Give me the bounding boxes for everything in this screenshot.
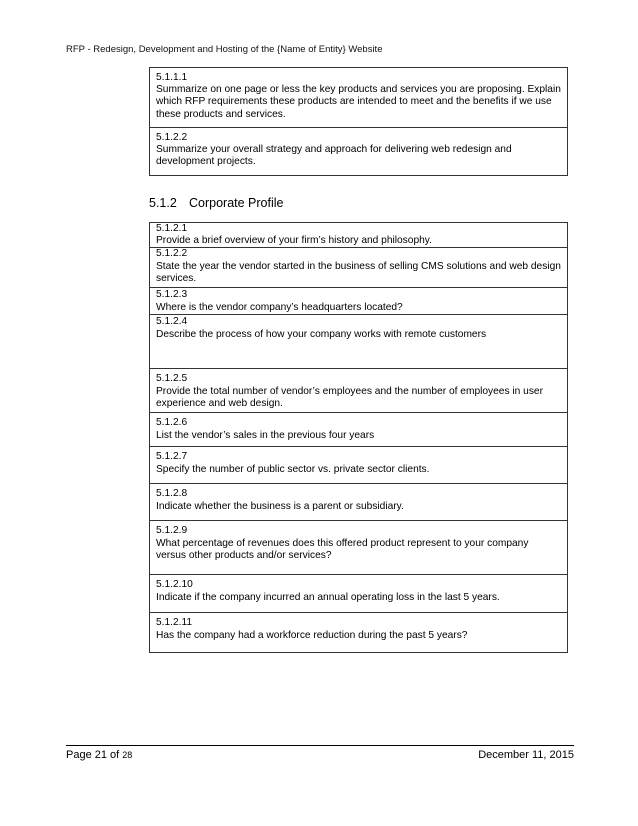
table-cell — [150, 575, 568, 613]
item-text: Summarize on one page or less the key products and services you are proposing. Explain which RFP requirements these products are intended to meet and the benefits if we use these products and services. — [156, 84, 561, 120]
item-text: Provide a brief overview of your firm’s history and philosophy. — [156, 235, 432, 247]
item-number: 5.1.2.11 — [156, 617, 193, 629]
item-text: What percentage of revenues does this offered product represent to your company versus other products and/or services? — [156, 537, 529, 561]
item-text: Provide the total number of vendor’s employees and the number of employees in user experience and web design. — [156, 385, 543, 409]
section-number: 5.1.2 — [149, 196, 177, 210]
section-heading — [149, 196, 284, 210]
item-text: Summarize your overall strategy and approach for delivering web redesign and development projects. — [156, 144, 512, 168]
page-number — [66, 749, 132, 761]
table-row — [150, 128, 568, 176]
table-row — [150, 575, 568, 613]
item-text: State the year the vendor started in the business of selling CMS solutions and web design services. — [156, 260, 561, 284]
footer-divider — [66, 745, 574, 746]
page-label: Page 21 of — [66, 749, 120, 761]
item-number: 5.1.2.2 — [156, 248, 188, 260]
table-cell — [150, 288, 568, 315]
table-row — [150, 288, 568, 315]
table-row — [150, 413, 568, 447]
item-number: 5.1.2.5 — [156, 373, 188, 385]
item-number: 5.1.2.9 — [156, 525, 188, 537]
table-cell — [150, 484, 568, 521]
table-cell — [150, 248, 568, 288]
item-text: List the vendor’s sales in the previous four years — [156, 429, 375, 441]
item-text: Describe the process of how your company works with remote customers — [156, 328, 487, 340]
table-row — [150, 613, 568, 653]
table-row — [150, 484, 568, 521]
page-header: RFP - Redesign, Development and Hosting of the {Name of Entity} Website — [66, 44, 383, 55]
item-number: 5.1.2.4 — [156, 316, 188, 328]
table-row — [150, 521, 568, 575]
section-title: Corporate Profile — [189, 196, 284, 210]
page-total: 28 — [122, 750, 133, 760]
table-cell — [150, 369, 568, 413]
item-number: 5.1.2.2 — [156, 132, 188, 143]
table-cell — [150, 68, 568, 128]
item-number: 5.1.2.3 — [156, 289, 188, 301]
table-cell — [150, 315, 568, 369]
corporate-profile-table — [149, 222, 568, 653]
table-cell — [150, 223, 568, 248]
table-row — [150, 315, 568, 369]
table-cell — [150, 128, 568, 176]
table-row — [150, 68, 568, 128]
item-text: Indicate whether the business is a parent or subsidiary. — [156, 500, 404, 512]
table-cell — [150, 413, 568, 447]
footer-date: December 11, 2015 — [478, 749, 574, 761]
item-number: 5.1.2.8 — [156, 488, 188, 500]
table-cell — [150, 521, 568, 575]
item-number: 5.1.2.10 — [156, 579, 193, 591]
item-number: 5.1.1.1 — [156, 72, 188, 83]
table-row — [150, 248, 568, 288]
item-text: Where is the vendor company’s headquarters located? — [156, 301, 403, 313]
table-cell — [150, 447, 568, 484]
table-cell — [150, 613, 568, 653]
item-number: 5.1.2.7 — [156, 451, 188, 463]
item-text: Has the company had a workforce reduction during the past 5 years? — [156, 629, 468, 641]
summary-table — [149, 67, 568, 176]
table-row — [150, 447, 568, 484]
table-row — [150, 369, 568, 413]
item-number: 5.1.2.1 — [156, 223, 188, 234]
item-number: 5.1.2.6 — [156, 417, 188, 429]
table-row — [150, 223, 568, 248]
item-text: Indicate if the company incurred an annual operating loss in the last 5 years. — [156, 591, 500, 603]
item-text: Specify the number of public sector vs. private sector clients. — [156, 463, 430, 475]
